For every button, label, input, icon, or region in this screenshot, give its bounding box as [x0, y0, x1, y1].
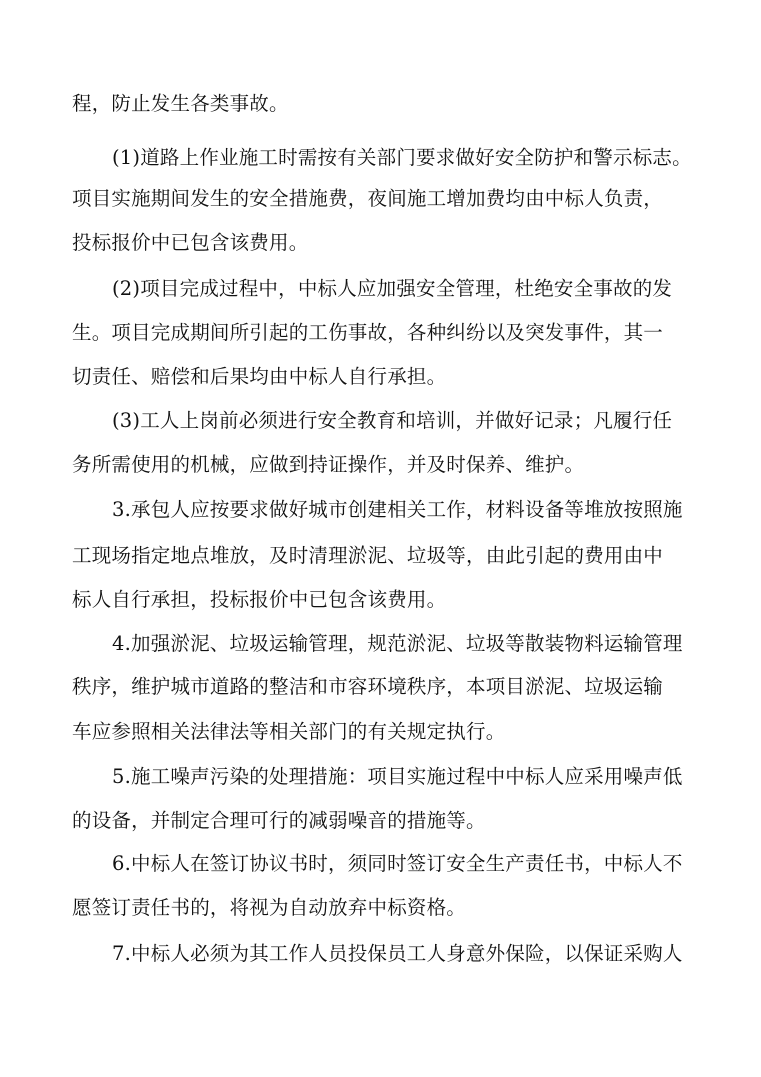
text-line: 车应参照相关法律法等相关部门的有关规定执行。 — [72, 720, 506, 743]
text-line: 5.施工噪声污染的处理措施：项目实施过程中中标人应采用噪声低 — [112, 765, 683, 788]
text-line: 投标报价中已包含该费用。 — [72, 231, 309, 254]
text-line: 生。项目完成期间所引起的工伤事故，各种纠纷以及突发事件，其一 — [72, 321, 664, 344]
text-line: 的设备，并制定合理可行的减弱噪音的措施等。 — [72, 809, 486, 832]
text-line: 务所需使用的机械，应做到持证操作，并及时保养、维护。 — [72, 453, 585, 476]
text-line: 6.中标人在签订协议书时，须同时签订安全生产责任书，中标人不 — [112, 852, 683, 875]
text-line: 3.承包人应按要求做好城市创建相关工作，材料设备等堆放按照施 — [112, 498, 683, 521]
text-line: 程，防止发生各类事故。 — [72, 92, 289, 115]
text-line: (3)工人上岗前必须进行安全教育和培训，并做好记录；凡履行任 — [112, 409, 673, 432]
text-line: 标人自行承担，投标报价中已包含该费用。 — [72, 588, 447, 611]
text-line: 7.中标人必须为其工作人员投保员工人身意外保险，以保证采购人 — [112, 942, 683, 965]
text-line: 项目实施期间发生的安全措施费，夜间施工增加费均由中标人负责， — [72, 187, 664, 210]
text-line: 愿签订责任书的，将视为自动放弃中标资格。 — [72, 896, 467, 919]
text-line: 秩序，维护城市道路的整洁和市容环境秩序，本项目淤泥、垃圾运输 — [72, 675, 664, 698]
text-line: 工现场指定地点堆放，及时清理淤泥、垃圾等，由此引起的费用由中 — [72, 544, 664, 567]
text-line: 4.加强淤泥、垃圾运输管理，规范淤泥、垃圾等散装物料运输管理 — [112, 632, 683, 655]
text-line: (2)项目完成过程中，中标人应加强安全管理，杜绝安全事故的发 — [112, 277, 673, 300]
text-line: (1)道路上作业施工时需按有关部门要求做好安全防护和警示标志。 — [112, 146, 692, 169]
text-line: 切责任、赔偿和后果均由中标人自行承担。 — [72, 365, 447, 388]
